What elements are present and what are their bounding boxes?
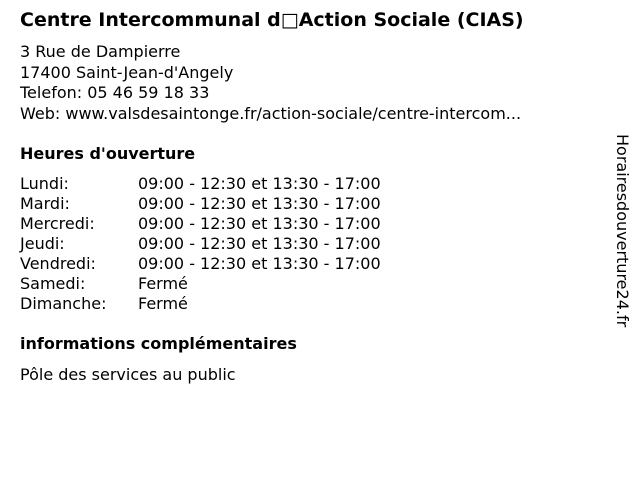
day-label: Dimanche: (20, 294, 107, 313)
info-heading: informations complémentaires (20, 334, 297, 353)
info-text: Pôle des services au public (20, 365, 236, 384)
site-watermark: Horairesdouverture24.fr (613, 134, 632, 328)
day-hours: 09:00 - 12:30 et 13:30 - 17:00 (138, 254, 381, 273)
day-hours: 09:00 - 12:30 et 13:30 - 17:00 (138, 194, 381, 213)
hours-row-wednesday (20, 214, 381, 234)
address-city: 17400 Saint-Jean-d'Angely (20, 62, 234, 82)
day-label: Mercredi: (20, 214, 95, 233)
day-hours: 09:00 - 12:30 et 13:30 - 17:00 (138, 234, 381, 253)
hours-table (20, 174, 381, 314)
hours-row-thursday (20, 234, 381, 254)
address-street: 3 Rue de Dampierre (20, 42, 181, 61)
hours-row-saturday (20, 274, 381, 294)
hours-row-monday (20, 174, 381, 194)
day-label: Samedi: (20, 274, 86, 293)
day-hours: Fermé (138, 274, 188, 293)
day-label: Mardi: (20, 194, 70, 213)
hours-row-friday (20, 254, 381, 274)
day-hours: 09:00 - 12:30 et 13:30 - 17:00 (138, 174, 381, 193)
day-label: Lundi: (20, 174, 69, 193)
day-label: Jeudi: (20, 234, 65, 253)
hours-heading: Heures d'ouverture (20, 144, 196, 163)
address-block (20, 42, 521, 124)
day-hours: 09:00 - 12:30 et 13:30 - 17:00 (138, 214, 381, 233)
website-link[interactable]: Web: www.valsdesaintonge.fr/action-sociale/centre-intercom... (20, 103, 522, 123)
hours-row-sunday (20, 294, 381, 314)
page-title: Centre Intercommunal d□Action Sociale (CIAS) (20, 9, 524, 31)
hours-row-tuesday (20, 194, 381, 214)
day-label: Vendredi: (20, 254, 96, 273)
day-hours: Fermé (138, 294, 188, 313)
phone-number: Telefon: 05 46 59 18 33 (20, 83, 210, 102)
